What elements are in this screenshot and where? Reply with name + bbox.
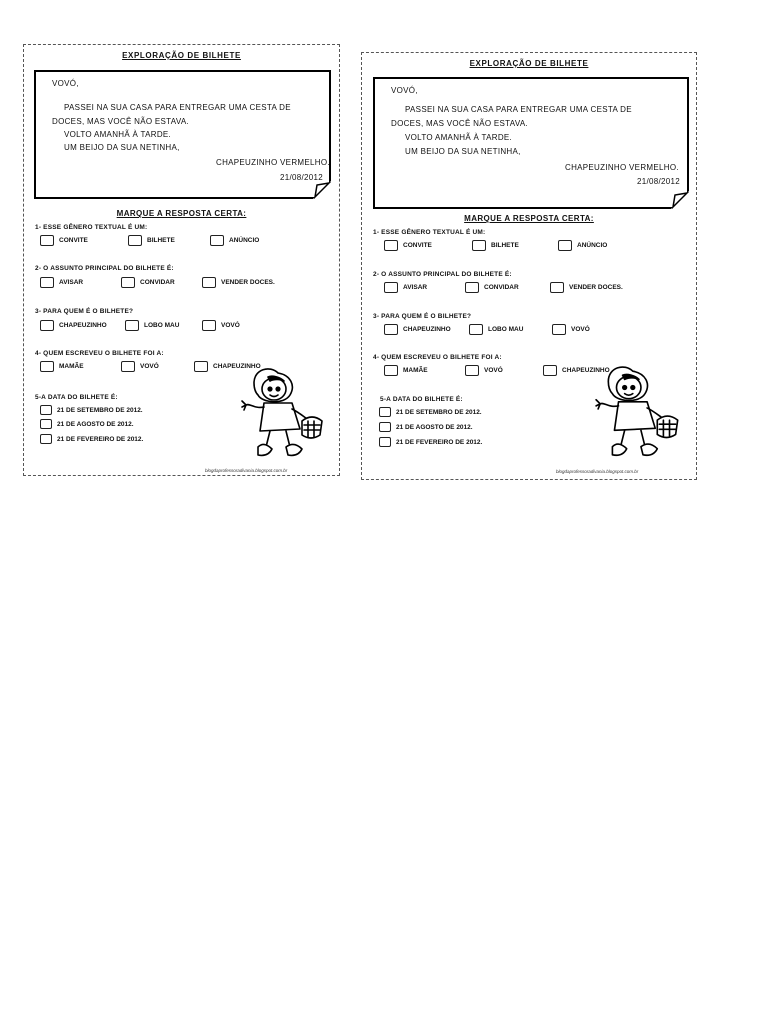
option-vovo[interactable]: VOVÓ xyxy=(465,365,503,376)
option-chapeuzinho[interactable]: CHAPEUZINHO xyxy=(543,365,610,376)
option-convidar[interactable]: CONVIDAR xyxy=(121,277,175,288)
option-date-2[interactable]: 21 DE AGOSTO DE 2012. xyxy=(40,419,134,429)
question-4: 4- QUEM ESCREVEU O BILHETE FOI A: xyxy=(35,350,164,357)
checkbox[interactable] xyxy=(552,324,566,335)
question-1: 1- ESSE GÊNERO TEXTUAL É UM: xyxy=(35,224,148,231)
checkbox[interactable] xyxy=(202,277,216,288)
little-red-riding-hood-illustration xyxy=(594,361,692,463)
checkbox[interactable] xyxy=(194,361,208,372)
worksheet-title: EXPLORAÇÃO DE BILHETE xyxy=(469,59,589,68)
page-fold-icon xyxy=(313,181,331,199)
checkbox[interactable] xyxy=(379,422,391,432)
option-date-1[interactable]: 21 DE SETEMBRO DE 2012. xyxy=(379,407,482,417)
option-vovo[interactable]: VOVÓ xyxy=(121,361,159,372)
question-2: 2- O ASSUNTO PRINCIPAL DO BILHETE É: xyxy=(373,271,512,278)
checkbox[interactable] xyxy=(121,277,135,288)
option-date-3[interactable]: 21 DE FEVEREIRO DE 2012. xyxy=(40,434,143,444)
option-chapeuzinho[interactable]: CHAPEUZINHO xyxy=(194,361,261,372)
question-5: 5-A DATA DO BILHETE É: xyxy=(35,394,118,401)
note-line: DOCES, MAS VOCÊ NÃO ESTAVA. xyxy=(391,119,529,128)
question-4: 4- QUEM ESCREVEU O BILHETE FOI A: xyxy=(373,354,502,361)
checkbox[interactable] xyxy=(384,365,398,376)
option-chapeuzinho[interactable]: CHAPEUZINHO xyxy=(40,320,107,331)
option-mamae[interactable]: MAMÃE xyxy=(40,361,84,372)
option-convite[interactable]: CONVITE xyxy=(384,240,432,251)
note-box xyxy=(34,70,331,199)
checkbox[interactable] xyxy=(40,405,52,415)
option-vovo[interactable]: VOVÓ xyxy=(202,320,240,331)
option-bilhete[interactable]: BILHETE xyxy=(128,235,175,246)
checkbox[interactable] xyxy=(472,240,486,251)
checkbox[interactable] xyxy=(384,240,398,251)
note-date: 21/08/2012 xyxy=(637,177,681,186)
note-line: VOLTO AMANHÃ À TARDE. xyxy=(64,130,172,139)
note-line: DOCES, MAS VOCÊ NÃO ESTAVA. xyxy=(52,117,190,126)
checkbox[interactable] xyxy=(384,282,398,293)
checkbox[interactable] xyxy=(543,365,557,376)
checkbox[interactable] xyxy=(550,282,564,293)
option-chapeuzinho[interactable]: CHAPEUZINHO xyxy=(384,324,451,335)
worksheet-right xyxy=(361,52,697,480)
note-signature: CHAPEUZINHO VERMELHO. xyxy=(216,158,330,167)
note-line: UM BEIJO DA SUA NETINHA, xyxy=(405,147,521,156)
instruction: MARQUE A RESPOSTA CERTA: xyxy=(116,209,247,218)
checkbox[interactable] xyxy=(40,320,54,331)
little-red-riding-hood-illustration xyxy=(240,363,336,463)
checkbox[interactable] xyxy=(558,240,572,251)
checkbox[interactable] xyxy=(125,320,139,331)
option-avisar[interactable]: AVISAR xyxy=(40,277,83,288)
checkbox[interactable] xyxy=(465,282,479,293)
checkbox[interactable] xyxy=(40,277,54,288)
checkbox[interactable] xyxy=(40,235,54,246)
note-line: PASSEI NA SUA CASA PARA ENTREGAR UMA CESTA DE xyxy=(405,105,632,114)
checkbox[interactable] xyxy=(379,407,391,417)
instruction: MARQUE A RESPOSTA CERTA: xyxy=(464,214,594,223)
option-convite[interactable]: CONVITE xyxy=(40,235,88,246)
worksheet-left xyxy=(23,44,340,476)
checkbox[interactable] xyxy=(469,324,483,335)
footer-source: blogdaprofessoradivania.blogspot.com.br xyxy=(556,469,639,474)
option-date-2[interactable]: 21 DE AGOSTO DE 2012. xyxy=(379,422,473,432)
question-1: 1- ESSE GÊNERO TEXTUAL É UM: xyxy=(373,229,486,236)
note-line: PASSEI NA SUA CASA PARA ENTREGAR UMA CESTA DE xyxy=(64,103,291,112)
note-greeting: VOVÓ, xyxy=(52,79,79,88)
question-3: 3- PARA QUEM É O BILHETE? xyxy=(373,313,472,320)
note-line: VOLTO AMANHÃ À TARDE. xyxy=(405,133,513,142)
option-bilhete[interactable]: BILHETE xyxy=(472,240,519,251)
option-anuncio[interactable]: ANÚNCIO xyxy=(558,240,607,251)
checkbox[interactable] xyxy=(384,324,398,335)
note-line: UM BEIJO DA SUA NETINHA, xyxy=(64,143,180,152)
footer-source: blogdaprofessoradivania.blogspot.com.br xyxy=(205,468,288,473)
option-anuncio[interactable]: ANÚNCIO xyxy=(210,235,259,246)
question-3: 3- PARA QUEM É O BILHETE? xyxy=(35,308,134,315)
worksheet-title: EXPLORAÇÃO DE BILHETE xyxy=(122,51,241,60)
page-fold-icon xyxy=(671,191,689,209)
checkbox[interactable] xyxy=(121,361,135,372)
note-greeting: VOVÓ, xyxy=(391,86,418,95)
checkbox[interactable] xyxy=(128,235,142,246)
checkbox[interactable] xyxy=(465,365,479,376)
option-vender-doces[interactable]: VENDER DOCES. xyxy=(202,277,275,288)
question-2: 2- O ASSUNTO PRINCIPAL DO BILHETE É: xyxy=(35,265,174,272)
option-lobo-mau[interactable]: LOBO MAU xyxy=(469,324,523,335)
note-signature: CHAPEUZINHO VERMELHO. xyxy=(565,163,679,172)
option-date-3[interactable]: 21 DE FEVEREIRO DE 2012. xyxy=(379,437,482,447)
note-date: 21/08/2012 xyxy=(280,173,324,182)
checkbox[interactable] xyxy=(379,437,391,447)
checkbox[interactable] xyxy=(40,419,52,429)
note-box xyxy=(373,77,689,209)
option-date-1[interactable]: 21 DE SETEMBRO DE 2012. xyxy=(40,405,143,415)
option-vender-doces[interactable]: VENDER DOCES. xyxy=(550,282,623,293)
checkbox[interactable] xyxy=(202,320,216,331)
option-avisar[interactable]: AVISAR xyxy=(384,282,427,293)
option-mamae[interactable]: MAMÃE xyxy=(384,365,428,376)
option-convidar[interactable]: CONVIDAR xyxy=(465,282,519,293)
option-vovo[interactable]: VOVÓ xyxy=(552,324,590,335)
question-5: 5-A DATA DO BILHETE É: xyxy=(380,396,463,403)
checkbox[interactable] xyxy=(210,235,224,246)
option-lobo-mau[interactable]: LOBO MAU xyxy=(125,320,179,331)
checkbox[interactable] xyxy=(40,361,54,372)
checkbox[interactable] xyxy=(40,434,52,444)
